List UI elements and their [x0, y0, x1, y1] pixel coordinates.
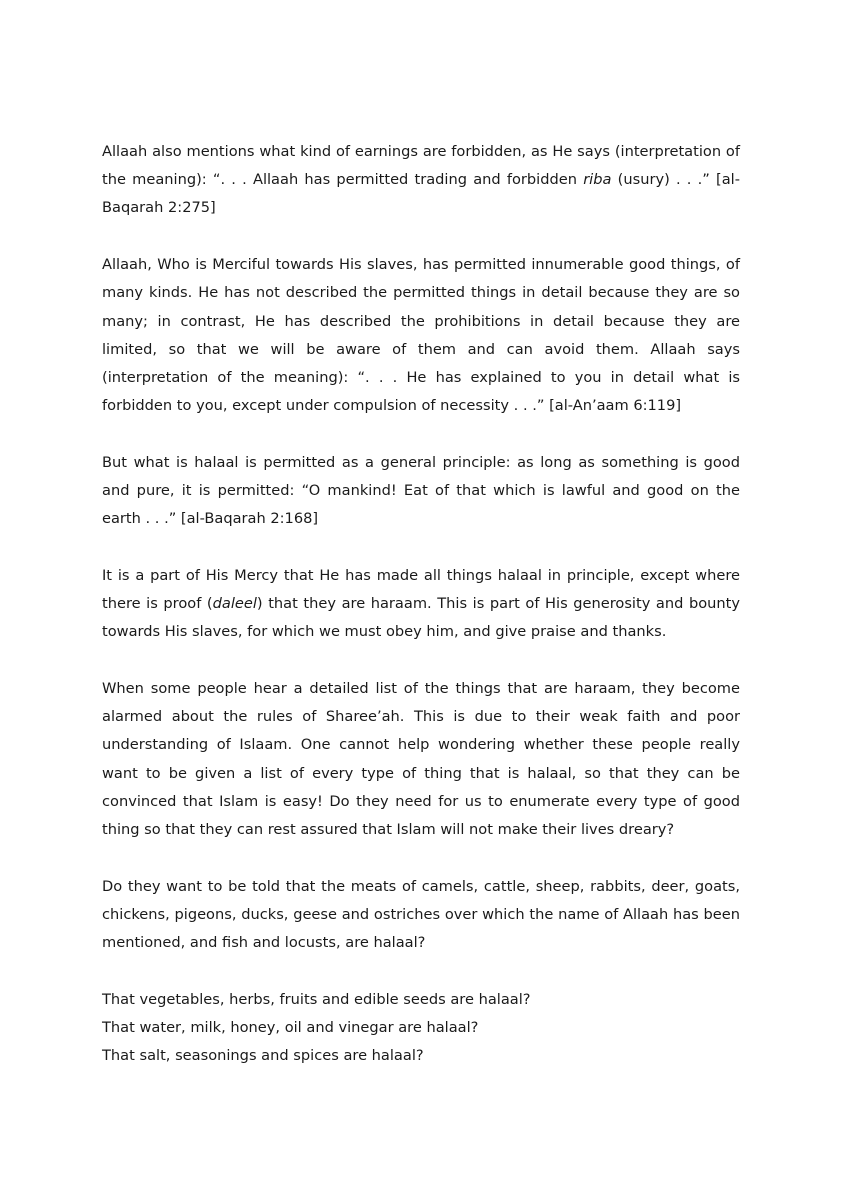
- paragraph-1-italic-term: riba: [583, 171, 612, 189]
- paragraph-halaal-principle: But what is halaal is permitted as a general principle: as long as something is good and pure, it is permitted: “O mankind! Eat of that which is lawful and good on the earth . . .” [al-Baqarah 2:168]: [102, 453, 740, 528]
- paragraph-4-italic-term: daleel: [212, 595, 257, 613]
- paragraph-1-text-b: (usury) . . .” [al-Baqarah 2:275]: [102, 171, 740, 217]
- question-line-salt: That salt, seasonings and spices are halaal?: [102, 1047, 424, 1065]
- question-lines: [102, 986, 740, 1071]
- paragraph-people-alarmed: When some people hear a detailed list of the things that are haraam, they become alarmed about the rules of Sharee’ah. This is due to their weak faith and poor understanding of Islaam. One cannot help wondering whether these people really want to be given a list of every type of thing that is halaal, so that they can be convinced that Islam is easy! Do they need for us to enumerate every type of good thing so that they can rest assured that Islam will not make their lives dreary?: [102, 680, 740, 839]
- question-line-water: That water, milk, honey, oil and vinegar are halaal?: [102, 1019, 479, 1037]
- paragraph-mercy: [102, 562, 740, 647]
- paragraph-4-text-a: It is a part of His Mercy that He has made all things halaal in principle, except where there is proof (: [102, 566, 740, 613]
- paragraph-meats-question: Do they want to be told that the meats of camels, cattle, sheep, rabbits, deer, goats, chickens, pigeons, ducks, geese and ostriches over which the name of Allaah has been mentioned, and fish and locusts, are halaal?: [102, 877, 740, 952]
- paragraph-permitted-things: Allaah, Who is Merciful towards His slaves, has permitted innumerable good things, of many kinds. He has not described the permitted things in detail because they are so many; in contrast, He has described the prohibitions in detail because they are limited, so that we will be aware of them and can avoid them. Allaah says (interpretation of the meaning): “. . . He has explained to you in detail what is forbidden to you, except under compulsion of necessity . . .” [al-An’aam 6:119]: [102, 256, 740, 415]
- document-body: [102, 138, 740, 1070]
- question-line-vegetables: That vegetables, herbs, fruits and edible seeds are halaal?: [102, 990, 531, 1008]
- paragraph-earnings-forbidden: [102, 138, 740, 223]
- paragraph-1-text-a: Allaah also mentions what kind of earnings are forbidden, as He says (interpretation of the meaning): “. . . Allaah has permitted trading and forbidden: [102, 143, 740, 189]
- paragraph-4-text-b: ) that they are haraam. This is part of His generosity and bounty towards His slaves, for which we must obey him, and give praise and thanks.: [102, 595, 740, 641]
